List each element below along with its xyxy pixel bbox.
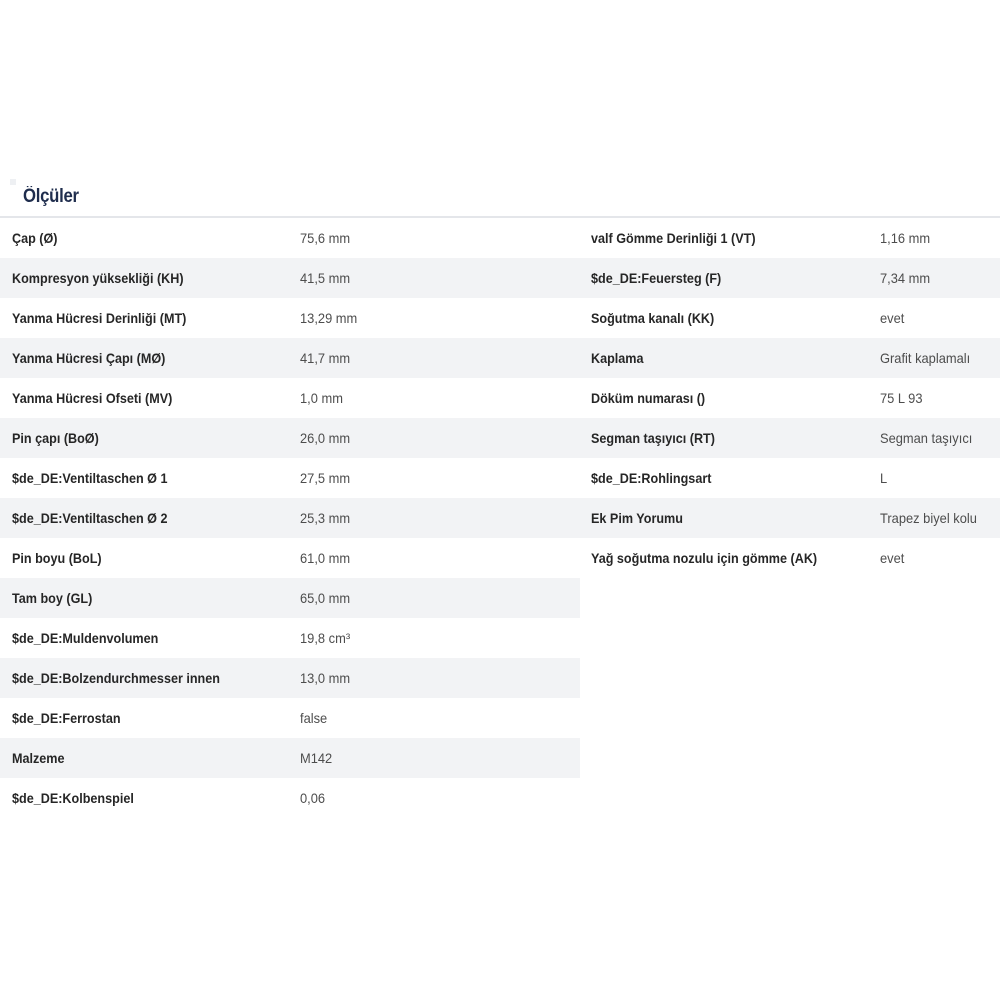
spec-row	[580, 498, 1000, 538]
section-header	[0, 176, 1000, 218]
spec-value: 7,34 mm	[880, 270, 931, 286]
spec-row	[0, 378, 580, 418]
spec-row	[0, 498, 580, 538]
spec-value: 27,5 mm	[300, 470, 351, 486]
spec-label: $de_DE:Rohlingsart	[591, 470, 712, 486]
spec-label: Döküm numarası ()	[591, 390, 706, 406]
spec-row	[0, 218, 580, 258]
spec-value: Grafit kaplamalı	[880, 350, 971, 366]
spec-label: $de_DE:Ferrostan	[12, 710, 121, 726]
spec-label: Yağ soğutma nozulu için gömme (AK)	[591, 550, 818, 566]
spec-table-left	[0, 218, 580, 818]
spec-row	[0, 658, 580, 698]
spec-label: $de_DE:Ventiltaschen Ø 1	[12, 470, 168, 486]
spec-row	[580, 218, 1000, 258]
spec-value: L	[880, 470, 888, 486]
spec-label: Ek Pim Yorumu	[591, 510, 683, 526]
spec-row	[0, 698, 580, 738]
spec-row	[580, 418, 1000, 458]
spec-label: Yanma Hücresi Ofseti (MV)	[12, 390, 173, 406]
spec-label: $de_DE:Bolzendurchmesser innen	[12, 670, 220, 686]
spec-value: 25,3 mm	[300, 510, 351, 526]
spec-value: 19,8 cm³	[300, 630, 351, 646]
spec-row	[0, 578, 580, 618]
spec-label: Pin çapı (BoØ)	[12, 430, 99, 446]
spec-row	[0, 618, 580, 658]
spec-label: Yanma Hücresi Çapı (MØ)	[12, 350, 166, 366]
spec-value: false	[300, 710, 328, 726]
spec-label: $de_DE:Muldenvolumen	[12, 630, 159, 646]
spec-row	[580, 378, 1000, 418]
spec-row	[0, 538, 580, 578]
spec-value: 41,7 mm	[300, 350, 351, 366]
spec-value: Trapez biyel kolu	[880, 510, 977, 526]
spec-row	[0, 458, 580, 498]
spec-row	[580, 258, 1000, 298]
spec-value: 0,06	[300, 790, 326, 806]
spec-value: 41,5 mm	[300, 270, 351, 286]
spec-label: Yanma Hücresi Derinliği (MT)	[12, 310, 187, 326]
spec-row	[0, 418, 580, 458]
spec-label: Kompresyon yüksekliği (KH)	[12, 270, 184, 286]
spec-value: 61,0 mm	[300, 550, 351, 566]
spec-value: Segman taşıyıcı	[880, 430, 973, 446]
spec-label: $de_DE:Ventiltaschen Ø 2	[12, 510, 168, 526]
spec-label: Kaplama	[591, 350, 644, 366]
spec-row	[580, 338, 1000, 378]
spec-label: Segman taşıyıcı (RT)	[591, 430, 715, 446]
spec-value: evet	[880, 310, 905, 326]
spec-value: evet	[880, 550, 905, 566]
spec-label: Soğutma kanalı (KK)	[591, 310, 715, 326]
spec-row	[580, 538, 1000, 578]
spec-label: Malzeme	[12, 750, 65, 766]
spec-value: 26,0 mm	[300, 430, 351, 446]
spec-row	[0, 738, 580, 778]
spec-row	[0, 258, 580, 298]
spec-row	[580, 458, 1000, 498]
spec-row	[0, 338, 580, 378]
spec-value: 65,0 mm	[300, 590, 351, 606]
spec-label: $de_DE:Kolbenspiel	[12, 790, 134, 806]
section-title: Ölçüler	[23, 186, 79, 207]
spec-row	[0, 298, 580, 338]
spec-row	[580, 298, 1000, 338]
spec-label: Çap (Ø)	[12, 230, 58, 246]
spec-value: 1,16 mm	[880, 230, 931, 246]
spec-table-right	[580, 218, 1000, 578]
spec-value: 75 L 93	[880, 390, 923, 406]
spec-value: 1,0 mm	[300, 390, 343, 406]
spec-value: 75,6 mm	[300, 230, 351, 246]
spec-row	[0, 778, 580, 818]
spec-value: M142	[300, 750, 333, 766]
spec-value: 13,0 mm	[300, 670, 351, 686]
spec-value: 13,29 mm	[300, 310, 358, 326]
spec-label: Tam boy (GL)	[12, 590, 93, 606]
dimensions-section	[0, 176, 1000, 806]
spec-label: valf Gömme Derinliği 1 (VT)	[591, 230, 756, 246]
header-accent	[10, 179, 16, 185]
spec-label: $de_DE:Feuersteg (F)	[591, 270, 722, 286]
spec-label: Pin boyu (BoL)	[12, 550, 102, 566]
